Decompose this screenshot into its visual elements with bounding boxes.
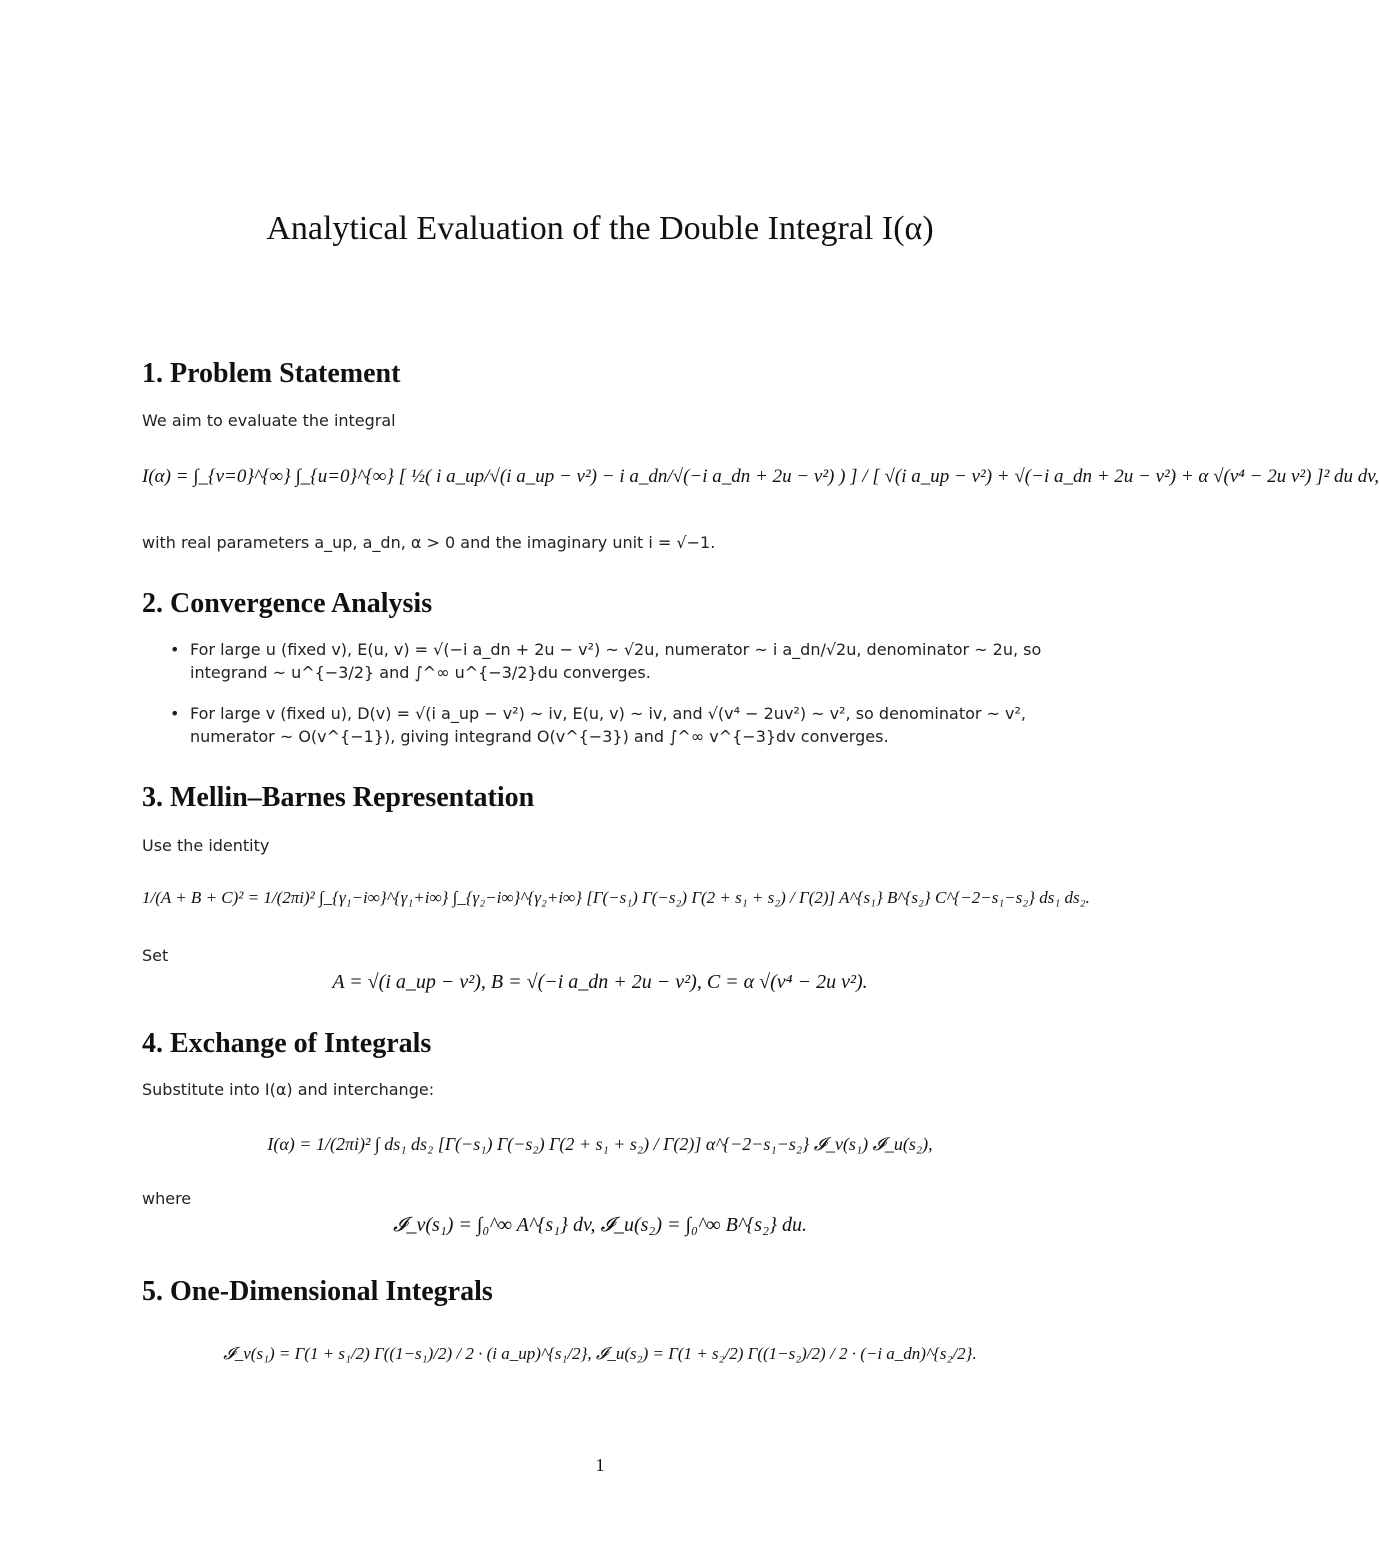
section-3-equation: 1/(A + B + C)² = 1/(2πi)² ∫_{γ₁−i∞}^{γ₁+i∞} ∫_{γ₂−i∞}^{γ₂+i∞} [Γ(−s₁) Γ(−s₂) Γ(2 + s₁ + s₂) / Γ(2)] A^{s₁} B^{s₂} C^{−2−s₁−s₂} ds₁ ds₂. bbox=[142, 888, 1090, 907]
section-3-set-equation: A = √(i a_up − v²), B = √(−i a_dn + 2u − v²), C = α √(v⁴ − 2u v²). bbox=[332, 971, 868, 993]
section-5-equation: 𝓘_v(s₁) = Γ(1 + s₁/2) Γ((1−s₁)/2) / 2 · (i a_up)^{s₁/2}, 𝓘_u(s₂) = Γ(1 + s₂/2) Γ((1−s₂)/2) / 2 · (−i a_dn)^{s₂/2}. bbox=[223, 1344, 977, 1363]
bullet-icon: • bbox=[170, 704, 180, 723]
section-5-heading: 5. One-Dimensional Integrals bbox=[142, 1276, 493, 1307]
section-1-heading: 1. Problem Statement bbox=[142, 358, 401, 389]
section-2-heading: 2. Convergence Analysis bbox=[142, 588, 433, 619]
section-3-intro: Use the identity bbox=[142, 836, 270, 855]
convergence-item-1: • For large u (fixed v), E(u, v) = √(−i a_dn + 2u − v²) ~ √2u, numerator ~ i a_dn/√2u, denominator ~ 2u, so integrand ~ u^{−3/2} and ∫^∞ u^{−3/2}du converges. bbox=[170, 640, 1042, 682]
section-1-after: with real parameters a_up, a_dn, α > 0 and the imaginary unit i = √−1. bbox=[142, 533, 716, 552]
section-1-intro: We aim to evaluate the integral bbox=[142, 411, 396, 430]
section-4-where-label: where bbox=[142, 1189, 192, 1208]
section-1-equation: I(α) = ∫_{v=0}^{∞} ∫_{u=0}^{∞} [ ½( i a_up/√(i a_up − v²) − i a_dn/√(−i a_dn + 2u − v²) ) ] / [ √(i a_up − v²) + √(−i a_dn + 2u − v²) + α √(v⁴ − 2u v²) ]² du dv, bbox=[142, 466, 1379, 487]
section-4-intro: Substitute into I(α) and interchange: bbox=[142, 1080, 435, 1099]
section-3-heading: 3. Mellin–Barnes Representation bbox=[142, 782, 535, 813]
convergence-list bbox=[168, 638, 1068, 762]
paper-title: Analytical Evaluation of the Double Integral I(α) bbox=[266, 210, 934, 247]
section-4-heading: 4. Exchange of Integrals bbox=[142, 1028, 432, 1059]
section-4-where-equation: 𝓘_v(s₁) = ∫₀^∞ A^{s₁} dv, 𝓘_u(s₂) = ∫₀^∞ B^{s₂} du. bbox=[392, 1214, 808, 1236]
bullet-icon: • bbox=[170, 640, 180, 659]
section-3-set-label: Set bbox=[142, 946, 169, 965]
section-4-equation: I(α) = 1/(2πi)² ∫ ds₁ ds₂ [Γ(−s₁) Γ(−s₂) Γ(2 + s₁ + s₂) / Γ(2)] α^{−2−s₁−s₂} 𝓘_v(s₁) 𝓘_u(s₂), bbox=[267, 1134, 933, 1154]
convergence-item-2: • For large v (fixed u), D(v) = √(i a_up − v²) ~ iv, E(u, v) ~ iv, and √(v⁴ − 2uv²) ~ v², so denominator ~ v², numerator ~ O(v^{−1}), giving integrand O(v^{−3}) and ∫^∞ v^{−3}dv converges. bbox=[170, 704, 1027, 746]
page-number: 1 bbox=[595, 1455, 605, 1475]
